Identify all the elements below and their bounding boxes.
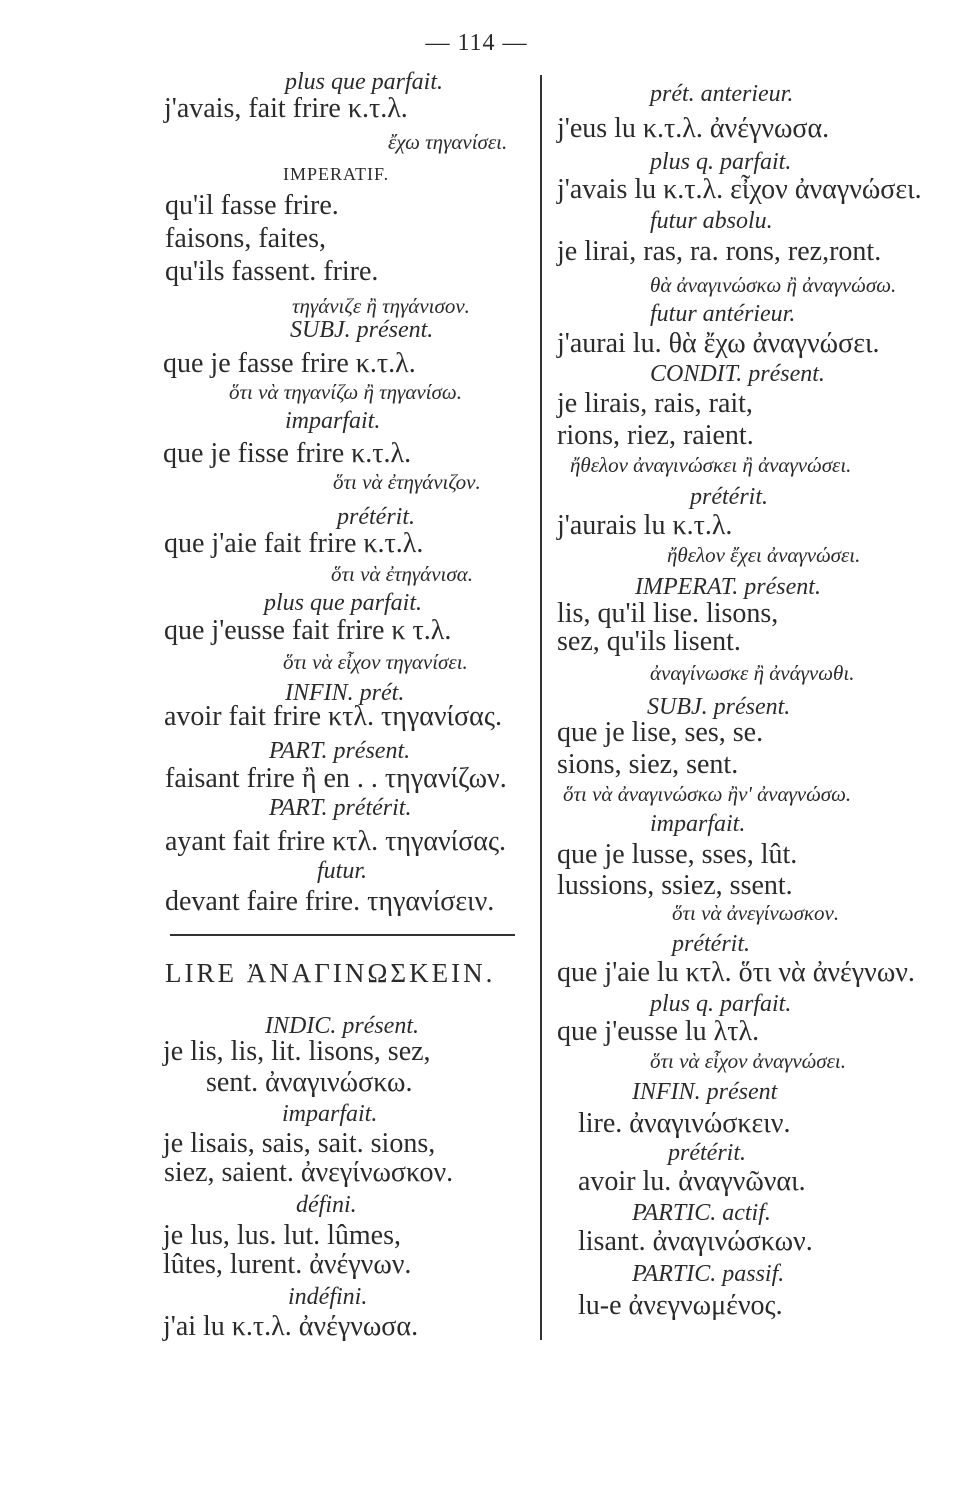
right-line: plus q. parfait. xyxy=(650,149,792,175)
left-line: j'ai lu κ.τ.λ. ἀνέγνωσα. xyxy=(163,1311,419,1342)
right-line: lussions, ssiez, ssent. xyxy=(557,870,793,901)
right-line: θὰ ἀναγινώσκω ἢ ἀναγνώσω. xyxy=(650,273,897,297)
left-line: je lis, lis, lit. lisons, sez, xyxy=(163,1036,431,1067)
left-line: LIRE ἈΝΑΓΙΝΩΣΚΕΙΝ. xyxy=(165,958,496,988)
left-line: que j'eusse fait frire κ τ.λ. xyxy=(164,615,452,646)
left-line: j'avais, fait frire κ.τ.λ. xyxy=(164,93,408,124)
left-line: ὅτι νὰ ἐτηγάνισα. xyxy=(331,562,473,586)
right-line: plus q. parfait. xyxy=(650,991,792,1017)
left-line: imparfait. xyxy=(285,408,381,434)
left-line: PART. prétérit. xyxy=(269,795,412,821)
right-line: PARTIC. actif. xyxy=(632,1200,771,1226)
left-line: futur. xyxy=(317,858,368,884)
left-line: qu'il fasse frire. xyxy=(165,190,339,221)
right-line: sez, qu'ils lisent. xyxy=(557,626,741,657)
right-line: j'eus lu κ.τ.λ. ἀνέγνωσα. xyxy=(557,113,830,144)
right-line: avoir lu. ἀναγνῶναι. xyxy=(578,1166,806,1197)
left-line: qu'ils fassent. frire. xyxy=(165,256,379,287)
left-line: ἔχω τηγανίσει. xyxy=(388,130,508,154)
left-line: INDIC. présent. xyxy=(265,1013,419,1039)
right-line: je lirai, ras, ra. rons, rez,ront. xyxy=(557,236,882,267)
left-line: faisant frire ἢ en . . τηγανίζων. xyxy=(165,763,507,794)
right-line: lire. ἀναγινώσκειν. xyxy=(578,1108,791,1139)
right-line: INFIN. présent xyxy=(632,1079,778,1105)
left-line: sent. ἀναγινώσκω. xyxy=(206,1067,413,1098)
right-line: j'aurai lu. θὰ ἔχω ἀναγνώσει. xyxy=(557,328,880,359)
left-line: ὅτι νὰ εἶχον τηγανίσει. xyxy=(283,650,468,674)
right-line: rions, riez, raient. xyxy=(557,420,754,451)
left-line: prétérit. xyxy=(337,504,415,530)
right-line: que j'aie lu κτλ. ὅτι νὰ ἀνέγνων. xyxy=(557,957,915,988)
right-line: j'aurais lu κ.τ.λ. xyxy=(557,510,733,541)
left-line: IMPERATIF. xyxy=(283,164,390,184)
page-number: — 114 — xyxy=(425,30,528,56)
left-line: lûtes, lurent. ἀνέγνων. xyxy=(163,1249,412,1280)
right-line: que j'eusse lu λτλ. xyxy=(557,1016,760,1047)
right-line: IMPERAT. présent. xyxy=(635,574,821,600)
right-line: prétérit. xyxy=(672,931,750,957)
right-line: je lirais, rais, rait, xyxy=(557,388,753,419)
right-line: prétérit. xyxy=(690,484,768,510)
right-line: prétérit. xyxy=(668,1140,746,1166)
right-line: ἤθελον ἀναγινώσκει ἢ ἀναγνώσει. xyxy=(570,453,852,477)
right-line: que je lusse, sses, lût. xyxy=(557,839,798,870)
left-line: ὅτι νὰ ἐτηγάνιζον. xyxy=(333,470,481,494)
left-line: ayant fait frire κτλ. τηγανίσας. xyxy=(165,826,507,857)
left-line: INFIN. prét. xyxy=(285,680,405,706)
left-line: que je fasse frire κ.τ.λ. xyxy=(163,348,416,379)
left-line: τηγάνιζε ἢ τηγάνισον. xyxy=(292,294,470,318)
section-divider xyxy=(170,934,515,936)
right-line: prét. anterieur. xyxy=(650,81,794,107)
left-line: je lisais, sais, sait. sions, xyxy=(163,1128,436,1159)
left-line: siez, saient. ἀνεγίνωσκον. xyxy=(164,1157,454,1188)
left-line: plus que parfait. xyxy=(285,69,444,95)
right-line: que je lise, ses, se. xyxy=(557,717,764,748)
right-line: j'avais lu κ.τ.λ. εἶχον ἀναγνώσει. xyxy=(557,174,922,205)
right-line: sions, siez, sent. xyxy=(557,749,739,780)
left-line: je lus, lus. lut. lûmes, xyxy=(163,1220,401,1251)
right-line: lu-e ἀνεγνωμένος. xyxy=(578,1290,783,1321)
right-line: PARTIC. passif. xyxy=(632,1261,785,1287)
right-line: SUBJ. présent. xyxy=(647,694,791,720)
left-line: avoir fait frire κτλ. τηγανίσας. xyxy=(164,701,502,732)
left-line: indéfini. xyxy=(288,1284,368,1310)
left-line: devant faire frire. τηγανίσειν. xyxy=(165,886,495,917)
column-divider xyxy=(540,75,542,1340)
left-line: PART. présent. xyxy=(269,738,411,764)
right-line: CONDIT. présent. xyxy=(650,361,825,387)
left-line: plus que parfait. xyxy=(264,590,423,616)
left-line: imparfait. xyxy=(282,1101,378,1127)
right-line: futur absolu. xyxy=(650,208,773,234)
right-line: imparfait. xyxy=(650,811,746,837)
right-line: ἤθελον ἔχει ἀναγνώσει. xyxy=(667,543,861,567)
left-line: faisons, faites, xyxy=(165,223,326,254)
left-line: que j'aie fait frire κ.τ.λ. xyxy=(164,528,424,559)
right-line: ὅτι νὰ εἶχον ἀναγνώσει. xyxy=(650,1049,847,1073)
right-line: ὅτι νὰ ἀναγινώσκω ἢν' ἀναγνώσω. xyxy=(563,782,852,806)
right-line: ὅτι νὰ ἀνεγίνωσκον. xyxy=(672,901,840,925)
left-line: SUBJ. présent. xyxy=(290,317,434,343)
right-line: futur antérieur. xyxy=(650,301,796,327)
right-line: ἀναγίνωσκε ἢ ἀνάγνωθι. xyxy=(650,661,855,685)
right-line: lisant. ἀναγινώσκων. xyxy=(578,1226,813,1257)
left-line: défini. xyxy=(296,1192,357,1218)
right-line: lis, qu'il lise. lisons, xyxy=(557,598,779,629)
left-line: ὅτι νὰ τηγανίζω ἢ τηγανίσω. xyxy=(229,380,462,404)
left-line: que je fisse frire κ.τ.λ. xyxy=(163,438,412,469)
